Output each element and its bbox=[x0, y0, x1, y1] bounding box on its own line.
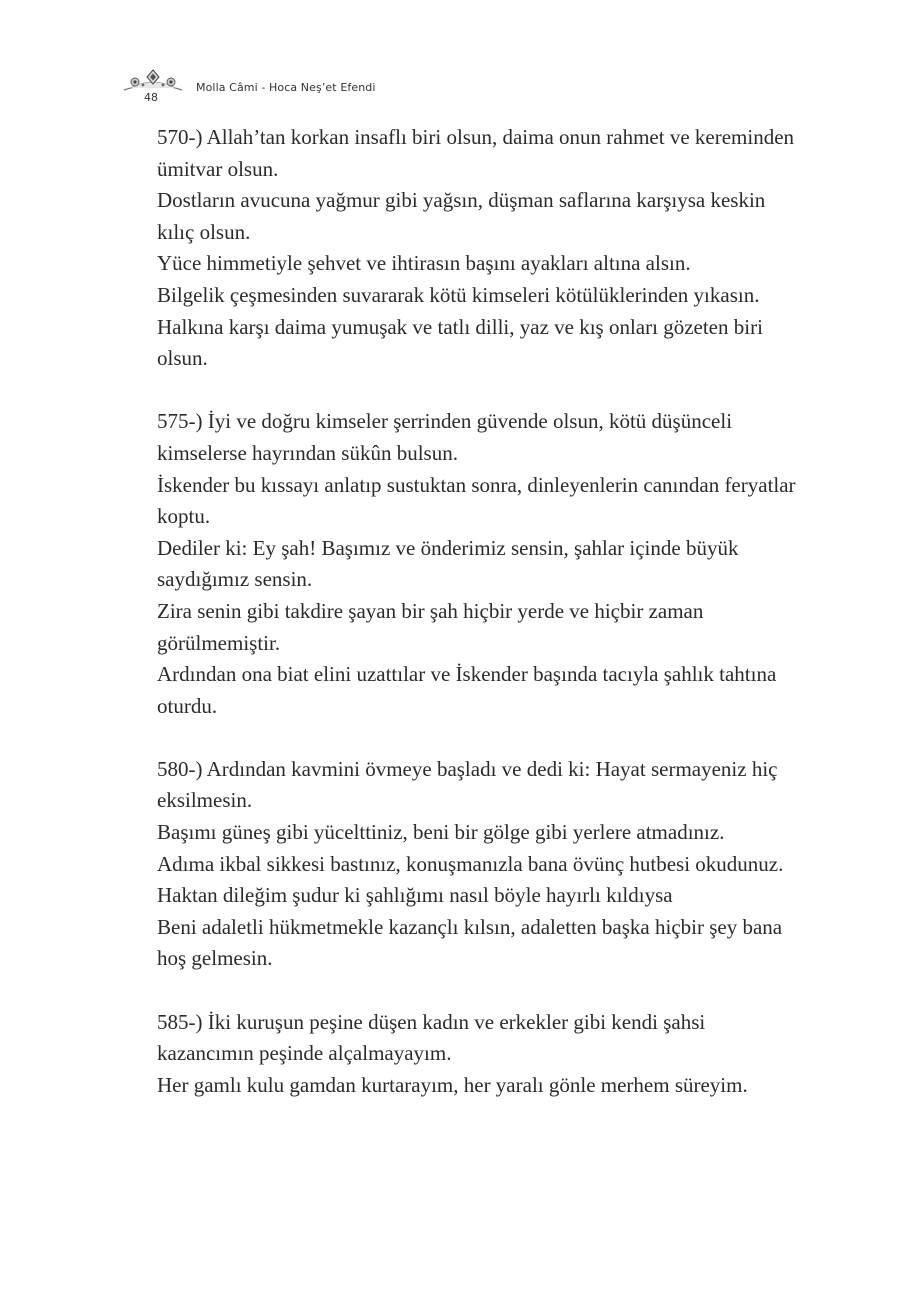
stanza-570 bbox=[157, 122, 797, 375]
verse-line: Adıma ikbal sikkesi bastınız, konuşmanızla bana övünç hutbesi okudunuz. bbox=[157, 851, 784, 876]
verse-line: 580-) Ardından kavmini övmeye başladı ve dedi ki: Hayat sermayeniz hiç eksilmesin. bbox=[157, 756, 778, 813]
verse-line: 585-) İki kuruşun peşine düşen kadın ve erkekler gibi kendi şahsi kazancımın peşinde alçalmayayım. bbox=[157, 1009, 706, 1066]
verse-line: Dostların avucuna yağmur gibi yağsın, düşman saflarına karşıysa keskin kılıç olsun. bbox=[157, 188, 766, 244]
stanza-575 bbox=[157, 406, 797, 722]
verse-line: Bilgelik çeşmesinden suvararak kötü kimseleri kötülüklerinden yıkasın. bbox=[157, 282, 760, 307]
verse-line: Ardından ona biat elini uzattılar ve İskender başında tacıyla şahlık tahtına oturdu. bbox=[157, 662, 777, 718]
verse-line: Başımı güneş gibi yücelttiniz, beni bir gölge gibi yerlere atmadınız. bbox=[157, 820, 725, 845]
verse-line: Beni adaletli hükmetmekle kazançlı kılsın, adaletten başka hiçbir şey bana hoş gelmesin. bbox=[157, 914, 783, 971]
verse-line: Halkına karşı daima yumuşak ve tatlı dilli, yaz ve kış onları gözeten biri olsun. bbox=[157, 314, 763, 371]
floral-ornament-icon bbox=[122, 66, 184, 92]
verse-line: Yüce himmetiyle şehvet ve ihtirasın başını ayakları altına alsın. bbox=[157, 251, 691, 276]
verse-translation-body bbox=[157, 122, 797, 1133]
stanza-580 bbox=[157, 754, 797, 975]
running-title: Molla Câmi - Hoca Neş’et Efendi bbox=[196, 81, 376, 94]
verse-line: Haktan dileğim şudur ki şahlığımı nasıl böyle hayırlı kıldıysa bbox=[157, 883, 673, 908]
page-header bbox=[122, 66, 522, 110]
page-number: 48 bbox=[144, 91, 158, 104]
verse-line: Her gamlı kulu gamdan kurtarayım, her yaralı gönle merhem süreyim. bbox=[157, 1072, 748, 1097]
verse-line: 575-) İyi ve doğru kimseler şerrinden güvende olsun, kötü düşünceli kimselerse hayrından sükûn bulsun. bbox=[157, 409, 733, 465]
verse-line: 570-) Allah’tan korkan insaflı biri olsun, daima onun rahmet ve kereminden ümitvar olsun. bbox=[157, 125, 795, 181]
verse-line: Zira senin gibi takdire şayan bir şah hiçbir yerde ve hiçbir zaman görülmemiştir. bbox=[157, 598, 704, 655]
stanza-585 bbox=[157, 1007, 797, 1102]
verse-line: İskender bu kıssayı anlatıp sustuktan sonra, dinleyenlerin canından feryatlar koptu. bbox=[157, 472, 796, 529]
verse-line: Dediler ki: Ey şah! Başımız ve önderimiz sensin, şahlar içinde büyük saydığımız sensin. bbox=[157, 535, 739, 592]
